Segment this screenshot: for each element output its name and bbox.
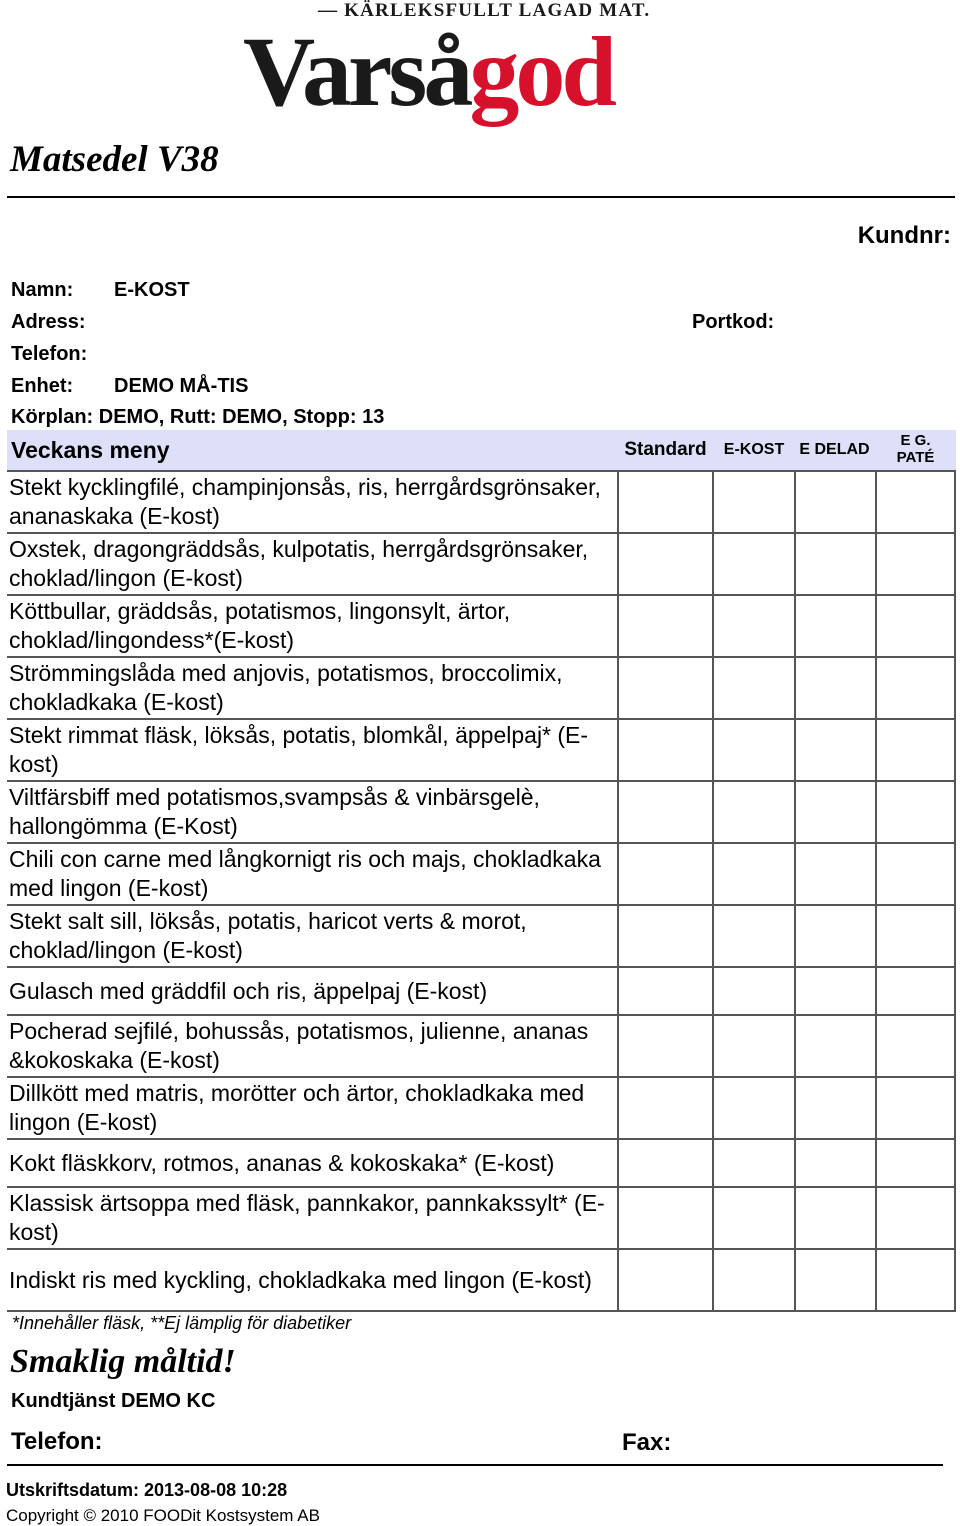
order-cell-e-delad[interactable] (794, 1250, 875, 1310)
dish-name: Gulasch med gräddfil och ris, äppelpaj (E-kost) (9, 977, 488, 1004)
order-cell-e-delad[interactable] (794, 906, 875, 966)
order-cell-e-kost[interactable] (712, 720, 794, 780)
order-cell-e-delad[interactable] (794, 596, 875, 656)
order-cell-standard[interactable] (617, 1078, 712, 1138)
order-cell-e-g-pate[interactable] (875, 658, 956, 718)
order-cell-e-kost[interactable] (712, 782, 794, 842)
order-cell-standard[interactable] (617, 720, 712, 780)
copyright: Copyright © 2010 FOODit Kostsystem AB (6, 1506, 320, 1525)
order-cell-e-delad[interactable] (794, 720, 875, 780)
order-cell-standard[interactable] (617, 968, 712, 1014)
order-cell-e-g-pate[interactable] (875, 596, 956, 656)
order-cell-e-g-pate[interactable] (875, 1016, 956, 1076)
order-cell-e-delad[interactable] (794, 1016, 875, 1076)
dish-name: Viltfärsbiff med potatismos,svampsås & vinbärsgelè, hallongömma (E-Kost) (9, 784, 540, 839)
footnote: *Innehåller fläsk, **Ej lämplig för diabetiker (12, 1313, 352, 1333)
order-cell-e-kost[interactable] (712, 1078, 794, 1138)
dish-name: Köttbullar, gräddsås, potatismos, lingonsylt, ärtor, choklad/lingondess*(E-kost) (9, 598, 511, 653)
dish-name: Stekt kycklingfilé, champinjonsås, ris, herrgårdsgrönsaker, ananaskaka (E-kost) (9, 474, 601, 529)
namn-value: E-KOST (114, 279, 190, 301)
order-cell-e-kost[interactable] (712, 472, 794, 532)
service-fax-label: Fax: (622, 1429, 672, 1456)
menu-table (7, 470, 956, 1312)
dish-name: Chili con carne med långkornigt ris och majs, chokladkaka med lingon (E-kost) (9, 846, 601, 901)
order-cell-standard[interactable] (617, 906, 712, 966)
menu-row (7, 1078, 956, 1140)
order-cell-e-kost[interactable] (712, 1250, 794, 1310)
top-divider (7, 196, 955, 198)
column-e-delad: E DELAD (799, 441, 870, 458)
column-e-kost: E-KOST (723, 441, 785, 458)
order-cell-standard[interactable] (617, 782, 712, 842)
order-cell-e-g-pate[interactable] (875, 720, 956, 780)
menu-row (7, 470, 956, 534)
menu-row (7, 1140, 956, 1188)
order-cell-standard[interactable] (617, 1188, 712, 1248)
menu-row (7, 1188, 956, 1250)
order-cell-e-delad[interactable] (794, 472, 875, 532)
order-cell-standard[interactable] (617, 472, 712, 532)
logo-word-part2: god (469, 16, 613, 127)
menu-row (7, 596, 956, 658)
page-title: Matsedel V38 (10, 139, 219, 180)
namn-label: Namn: (11, 279, 74, 301)
order-cell-e-delad[interactable] (794, 782, 875, 842)
column-e-g-label: E G. (900, 432, 931, 449)
dish-name: Stekt rimmat fläsk, löksås, potatis, blomkål, äppelpaj* (E-kost) (9, 722, 589, 777)
print-date: Utskriftsdatum: 2013-08-08 10:28 (6, 1480, 288, 1500)
kundnr-label: Kundnr: (857, 222, 951, 249)
order-cell-e-g-pate[interactable] (875, 1140, 956, 1186)
korplan-text: Körplan: DEMO, Rutt: DEMO, Stopp: 13 (11, 406, 385, 428)
dish-name: Stekt salt sill, löksås, potatis, haricot verts & morot, choklad/lingon (E-kost) (9, 908, 527, 963)
dish-name: Dillkött med matris, morötter och ärtor, chokladkaka med lingon (E-kost) (9, 1080, 585, 1135)
dish-name: Strömmingslåda med anjovis, potatismos, broccolimix, chokladkaka (E-kost) (9, 660, 563, 715)
order-cell-e-kost[interactable] (712, 906, 794, 966)
menu-row (7, 782, 956, 844)
service-telefon-label: Telefon: (11, 1428, 103, 1455)
menu-row (7, 968, 956, 1016)
column-e-g-pate (875, 432, 956, 466)
order-cell-e-g-pate[interactable] (875, 472, 956, 532)
dish-name: Oxstek, dragongräddsås, kulpotatis, herrgårdsgrönsaker, choklad/lingon (E-kost) (9, 536, 589, 591)
order-cell-e-kost[interactable] (712, 658, 794, 718)
adress-label: Adress: (11, 311, 86, 333)
closing-text: Smaklig måltid! (10, 1343, 236, 1380)
logo-word-part1: Varså (243, 16, 470, 127)
order-cell-e-delad[interactable] (794, 1140, 875, 1186)
order-cell-standard[interactable] (617, 658, 712, 718)
menu-row (7, 844, 956, 906)
enhet-label: Enhet: (11, 375, 74, 397)
dish-name: Kokt fläskkorv, rotmos, ananas & kokoskaka* (E-kost) (9, 1149, 555, 1176)
order-cell-e-kost[interactable] (712, 968, 794, 1014)
order-cell-e-delad[interactable] (794, 1078, 875, 1138)
logo-wordmark (243, 2, 613, 142)
enhet-value: DEMO MÅ-TIS (114, 375, 249, 397)
order-cell-standard[interactable] (617, 1250, 712, 1310)
order-cell-e-g-pate[interactable] (875, 1250, 956, 1310)
order-cell-e-kost[interactable] (712, 596, 794, 656)
order-cell-e-delad[interactable] (794, 844, 875, 904)
order-cell-standard[interactable] (617, 534, 712, 594)
bottom-divider (7, 1464, 943, 1466)
order-cell-e-kost[interactable] (712, 1016, 794, 1076)
menu-row (7, 1250, 956, 1312)
menu-row (7, 1016, 956, 1078)
column-standard: Standard (624, 439, 707, 460)
menu-row (7, 658, 956, 720)
order-cell-e-delad[interactable] (794, 1188, 875, 1248)
order-cell-e-g-pate[interactable] (875, 1188, 956, 1248)
order-cell-standard[interactable] (617, 596, 712, 656)
dish-name: Klassisk ärtsoppa med fläsk, pannkakor, pannkakssylt* (E-kost) (9, 1190, 605, 1245)
order-cell-e-g-pate[interactable] (875, 844, 956, 904)
order-cell-e-g-pate[interactable] (875, 534, 956, 594)
order-cell-standard[interactable] (617, 1140, 712, 1186)
dish-name: Pocherad sejfilé, bohussås, potatismos, julienne, ananas &kokoskaka (E-kost) (9, 1018, 589, 1073)
order-cell-standard[interactable] (617, 844, 712, 904)
order-cell-standard[interactable] (617, 1016, 712, 1076)
menu-heading: Veckans meny (11, 437, 170, 463)
order-cell-e-kost[interactable] (712, 844, 794, 904)
order-cell-e-delad[interactable] (794, 968, 875, 1014)
order-cell-e-kost[interactable] (712, 1140, 794, 1186)
order-cell-e-delad[interactable] (794, 658, 875, 718)
order-cell-e-kost[interactable] (712, 534, 794, 594)
menu-row (7, 534, 956, 596)
order-cell-e-g-pate[interactable] (875, 968, 956, 1014)
order-cell-e-g-pate[interactable] (875, 1078, 956, 1138)
order-cell-e-g-pate[interactable] (875, 906, 956, 966)
column-pate-label: PATÉ (896, 449, 935, 466)
order-cell-e-kost[interactable] (712, 1188, 794, 1248)
menu-row (7, 720, 956, 782)
telefon-label: Telefon: (11, 343, 88, 365)
order-cell-e-g-pate[interactable] (875, 782, 956, 842)
menu-row (7, 906, 956, 968)
dish-name: Indiskt ris med kyckling, chokladkaka med lingon (E-kost) (9, 1266, 592, 1293)
service-name: Kundtjänst DEMO KC (11, 1390, 216, 1412)
logo-tagline: — KÄRLEKSFULLT LAGAD MAT. (318, 0, 651, 21)
portkod-label: Portkod: (692, 311, 775, 333)
order-cell-e-delad[interactable] (794, 534, 875, 594)
